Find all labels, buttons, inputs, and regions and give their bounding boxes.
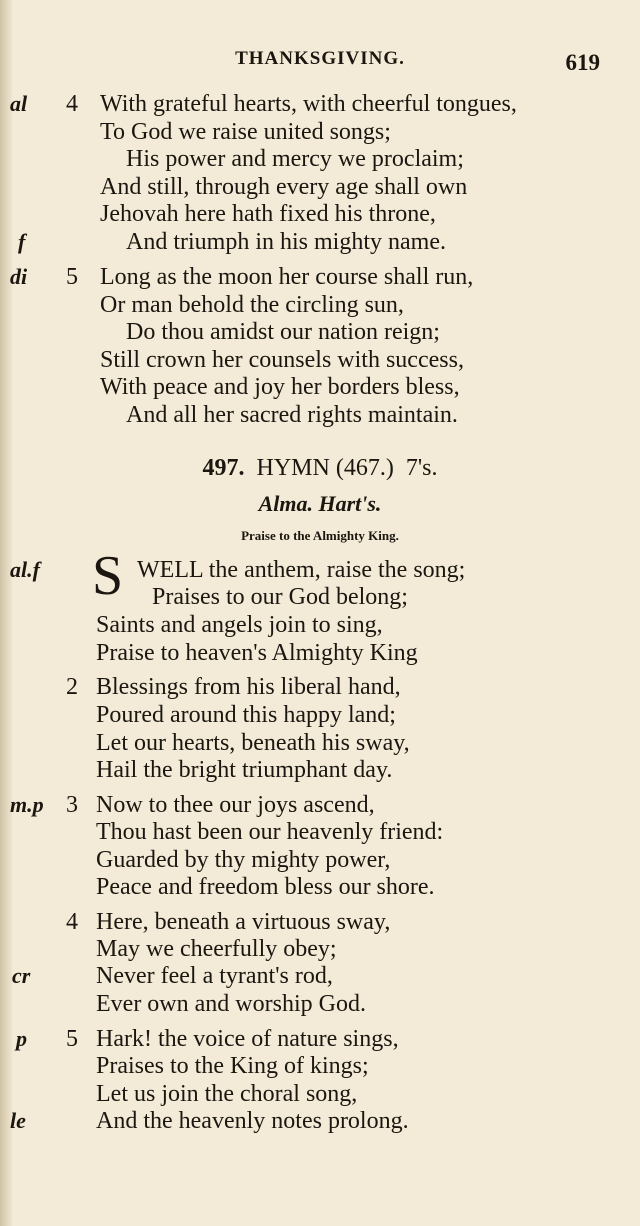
hymn-title: HYMN bbox=[256, 455, 330, 481]
verse-line: Praises to our God belong; bbox=[152, 584, 408, 610]
verse-line: Do thou amidst our nation reign; bbox=[126, 319, 440, 345]
verse-line: And still, through every age shall own bbox=[100, 174, 468, 200]
drop-cap: S bbox=[92, 545, 124, 607]
hymn-heading bbox=[0, 454, 640, 482]
verse-line: With grateful hearts, with cheerful tongues, bbox=[100, 91, 517, 117]
verse-line: Blessings from his liberal hand, bbox=[96, 674, 401, 700]
verse-line: And all her sacred rights maintain. bbox=[126, 402, 458, 428]
hymn-meter: 7's. bbox=[405, 455, 438, 481]
dynamic-mark: al.f bbox=[10, 557, 40, 582]
verse-line: And triumph in his mighty name. bbox=[126, 229, 446, 255]
dynamic-mark: f bbox=[18, 229, 26, 254]
verse-line: Here, beneath a virtuous sway, bbox=[96, 909, 391, 935]
dynamic-mark: di bbox=[10, 264, 28, 289]
dynamic-mark: al bbox=[10, 91, 28, 116]
verse-line: His power and mercy we proclaim; bbox=[126, 146, 464, 172]
verse-line: Peace and freedom bless our shore. bbox=[96, 874, 435, 900]
dynamic-mark: cr bbox=[12, 963, 31, 988]
verse-line: Thou hast been our heavenly friend: bbox=[96, 819, 444, 845]
hymn-subject: Praise to the Almighty King. bbox=[241, 528, 399, 543]
verse-line: Jehovah here hath fixed his throne, bbox=[100, 201, 436, 227]
verse-line: May we cheerfully obey; bbox=[96, 936, 337, 962]
verse-line: Long as the moon her course shall run, bbox=[100, 264, 474, 290]
verse-line: Ever own and worship God. bbox=[96, 991, 366, 1017]
verse-line: To God we raise united songs; bbox=[100, 119, 391, 145]
verse-number: 4 bbox=[66, 909, 78, 935]
verse-line: With peace and joy her borders bless, bbox=[100, 374, 460, 400]
verse-line: Praise to heaven's Almighty King bbox=[96, 640, 418, 666]
verse-number: 5 bbox=[66, 264, 78, 290]
dynamic-mark: m.p bbox=[10, 792, 44, 817]
dynamic-mark: le bbox=[10, 1108, 26, 1133]
page-number: 619 bbox=[565, 50, 600, 75]
tune-name: Alma. Hart's. bbox=[258, 491, 382, 516]
running-header: THANKSGIVING. bbox=[235, 48, 405, 69]
verse-line: Hark! the voice of nature sings, bbox=[96, 1026, 399, 1052]
verse-number: 2 bbox=[66, 674, 78, 700]
verse-line: And the heavenly notes prolong. bbox=[96, 1108, 409, 1134]
verse-line: Or man behold the circling sun, bbox=[100, 292, 404, 318]
verse-line: Let us join the choral song, bbox=[96, 1081, 358, 1107]
page-edge bbox=[0, 0, 12, 1226]
verse-line: Let our hearts, beneath his sway, bbox=[96, 730, 410, 756]
verse-line: Hail the bright triumphant day. bbox=[96, 757, 393, 783]
verse-line: Never feel a tyrant's rod, bbox=[96, 963, 333, 989]
verse-number: 5 bbox=[66, 1026, 78, 1052]
verse-number: 4 bbox=[66, 91, 78, 117]
verse-line: Still crown her counsels with success, bbox=[100, 347, 464, 373]
verse-line: Poured around this happy land; bbox=[96, 702, 396, 728]
dynamic-mark: p bbox=[16, 1026, 27, 1051]
verse-line: Now to thee our joys ascend, bbox=[96, 792, 375, 818]
verse-line: Guarded by thy mighty power, bbox=[96, 847, 391, 873]
verse-number: 3 bbox=[66, 792, 78, 818]
verse-line: Praises to the King of kings; bbox=[96, 1053, 369, 1079]
verse-line: WELL the anthem, raise the song; bbox=[137, 557, 466, 583]
verse-line: Saints and angels join to sing, bbox=[96, 612, 383, 638]
hymn-number: 497. bbox=[202, 455, 245, 481]
hymn-reference: (467.) bbox=[335, 455, 394, 481]
